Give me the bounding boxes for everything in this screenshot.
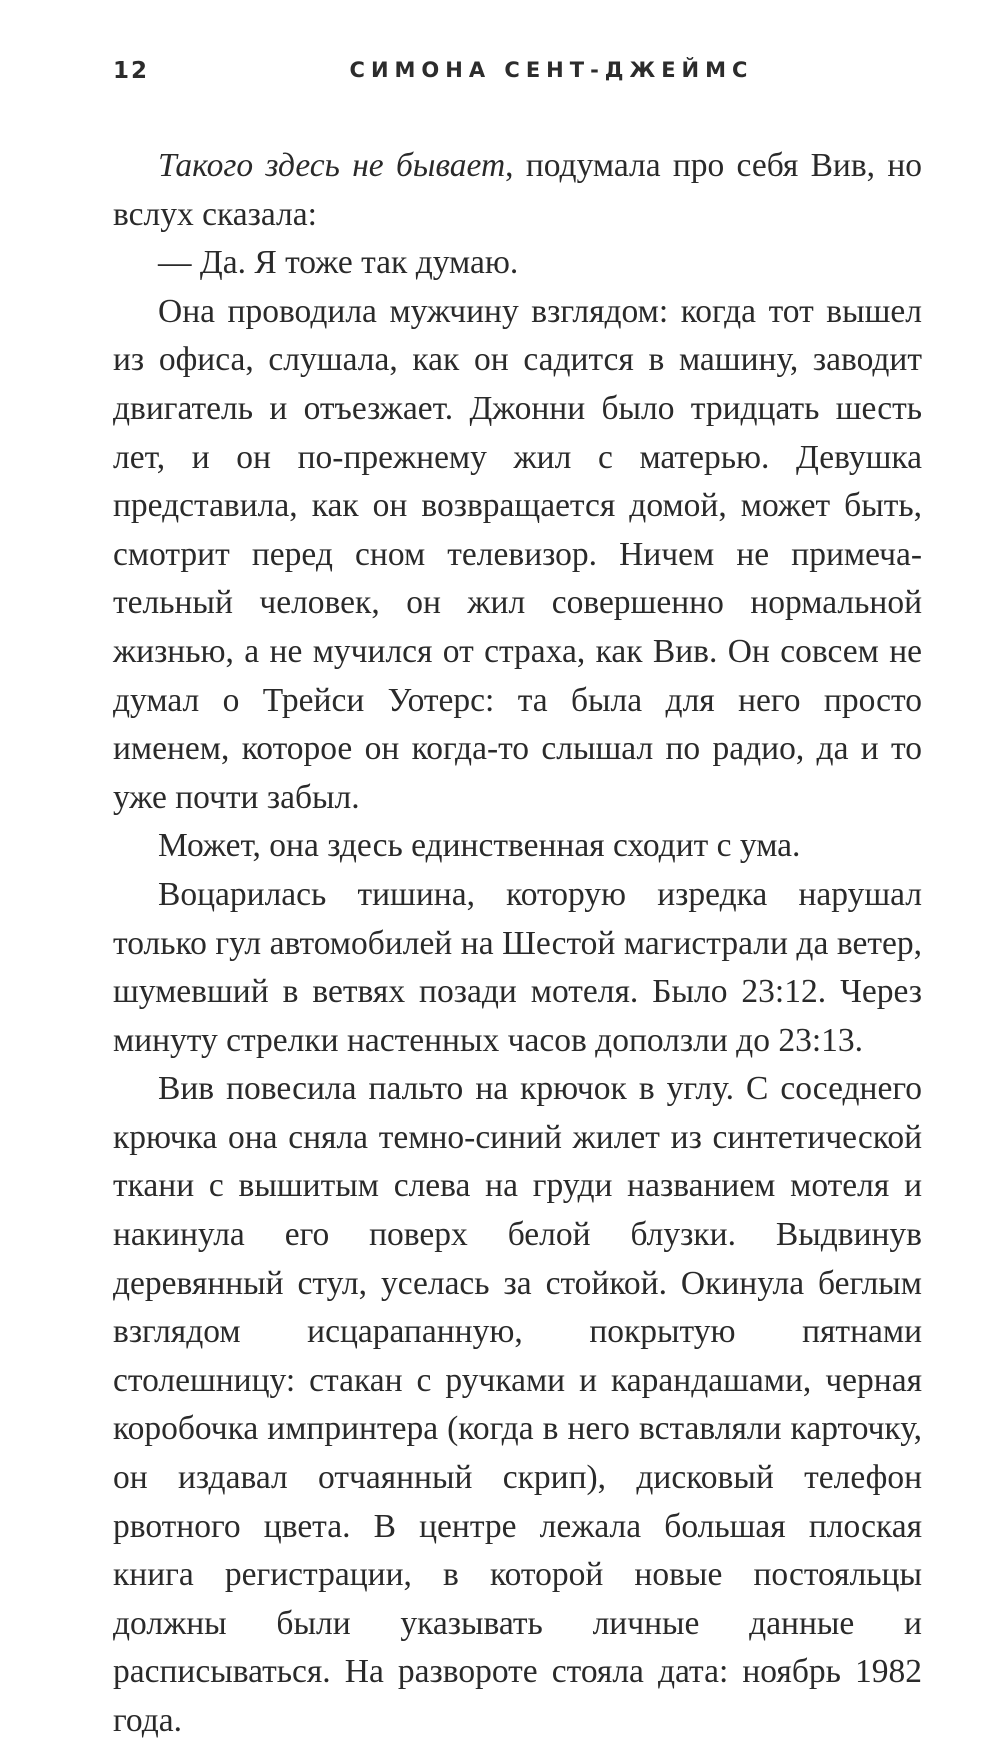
page-number: 12: [113, 58, 150, 84]
paragraph: Воцарилась тишина, которую изредка нарушал только гул автомобилей на Шестой магистрали да ветер, шумевший в ветвях позади мотеля. Было 23:12. Через минуту стрелки настенных часов доползли до 23:13.: [113, 875, 922, 1059]
paragraph-text: , подумала про себя Вив, но вслух сказала:: [113, 147, 922, 233]
paragraph: [113, 142, 922, 239]
paragraph: Вив повесила пальто на крючок в углу. С соседнего крючка она сняла темно-синий жилет из синтетической ткани с вышитым слева на груди названием мотеля и накинула его поверх белой блузки. Выдвинув деревянный стул, уселась за стойкой. Окинула беглым взглядом исцарапанную, покрытую пятнами столешницу: стакан с ручками и карандашами, черная коробочка импринтера (когда в него вставляли карточку, он издавал отчаянный скрип), дисковый телефон рвотного цвета. В центре лежала большая плоская книга регистрации, в которой новые постояльцы должны были указывать личные данные и расписываться. На развороте стояла дата: ноябрь 1982 года.: [113, 1070, 922, 1739]
dialogue-line: — Да. Я тоже так думаю.: [158, 244, 519, 282]
body-text: [113, 142, 922, 1746]
paragraph: Может, она здесь единственная сходит с ума.: [158, 827, 801, 865]
paragraph: Она проводила мужчину взглядом: когда тот вышел из офиса, слушала, как он садится в машину, заводит двигатель и отъезжает. Джонни было тридцать шесть лет, и он по-прежнему жил с матерью. Девушка представила, как он возвращается домой, может быть, смотрит перед сном телевизор. Ничем не примечательный человек, он жил совершенно нормальной жизнью, а не мучился от страха, как Вив. Он совсем не думал о Трейси Уотерс: та была для него просто именем, которое он когда-то слышал по радио, да и то уже почти забыл.: [113, 292, 922, 816]
italic-thought: Такого здесь не бывает: [158, 147, 506, 184]
running-head-author: СИМОНА СЕНТ-ДЖЕЙМС: [349, 58, 754, 82]
running-head: [113, 58, 920, 98]
